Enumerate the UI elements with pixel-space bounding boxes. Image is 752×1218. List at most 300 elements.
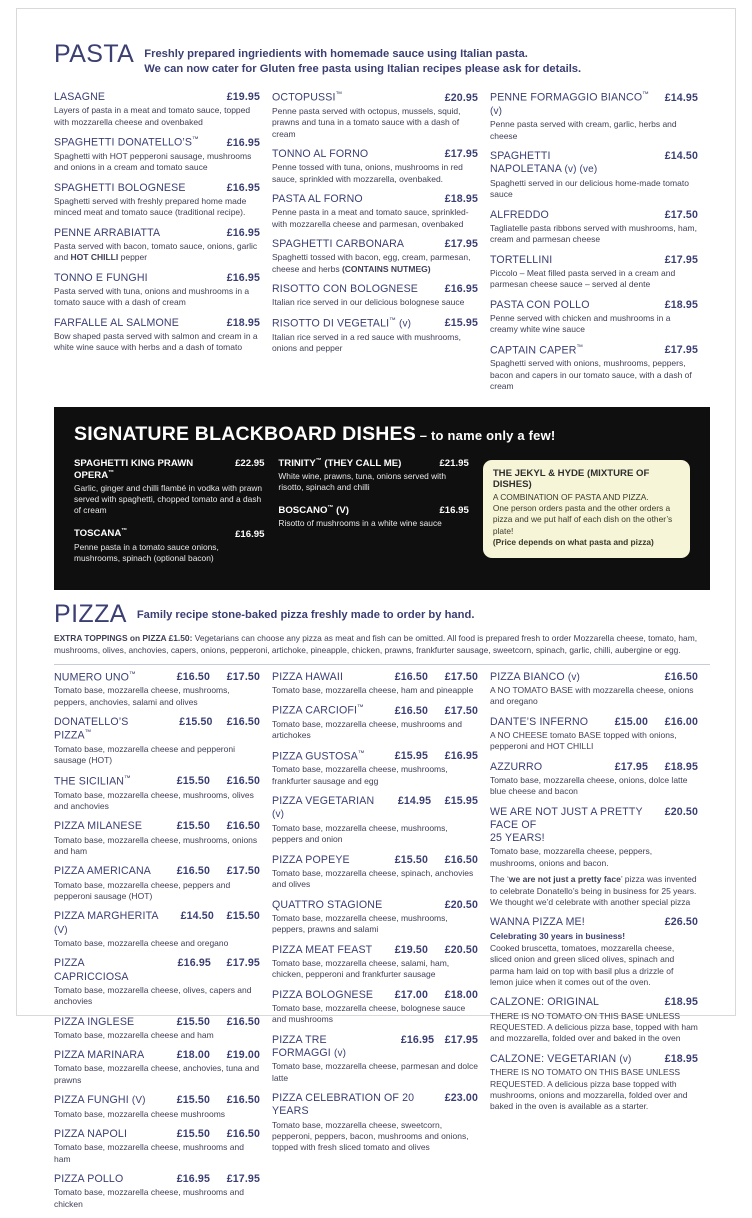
menu-item-head bbox=[490, 716, 698, 729]
menu-item bbox=[490, 209, 698, 246]
menu-item-price-small: £15.50 bbox=[176, 1094, 210, 1107]
menu-item-description: Tomato base, mozzarella cheese, salami, ham, chicken, pepperoni and frankfurter sausage bbox=[272, 957, 450, 980]
menu-item-price-small: £16.50 bbox=[176, 865, 210, 878]
menu-item-description: THERE IS NO TOMATO ON THIS BASE UNLESS REQUESTED. A delicious pizza base, topped with ham and mozzarella, folded over and baked in the oven bbox=[490, 1010, 698, 1044]
menu-item-name: PIZZA BIANCO (v) bbox=[490, 670, 581, 683]
menu-item-head bbox=[490, 671, 698, 685]
blackboard-title-main: SIGNATURE BLACKBOARD DISHES bbox=[74, 422, 416, 445]
menu-item-head bbox=[54, 865, 260, 878]
menu-item-description: Tomato base, mozzarella cheese, olives, capers and anchovies bbox=[54, 984, 252, 1007]
menu-item-price: £17.50 bbox=[664, 208, 698, 221]
menu-item-name: TORTELLINI bbox=[490, 253, 553, 266]
menu-item-price: £17.95 bbox=[664, 344, 698, 357]
menu-item-head bbox=[272, 317, 478, 331]
menu-item-head bbox=[54, 716, 260, 743]
pasta-column-3 bbox=[490, 91, 710, 400]
menu-item-subhead: Celebrating 30 years in business! bbox=[490, 930, 626, 941]
menu-item-description: Tomato base, mozzarella cheese, mushrooms, peppers, anchovies, salami and olives bbox=[54, 685, 230, 707]
menu-item-price-small: £14.95 bbox=[397, 795, 432, 808]
menu-item-price-large: £15.95 bbox=[444, 795, 478, 808]
menu-item bbox=[54, 91, 260, 128]
menu-content bbox=[54, 0, 710, 1218]
menu-item-head bbox=[54, 1016, 260, 1029]
pizza-divider bbox=[54, 664, 710, 665]
menu-item bbox=[54, 716, 260, 767]
menu-item-head bbox=[54, 182, 260, 195]
blackboard-item-description: Penne pasta in a tomato sauce onions, mushrooms, spinach (optional bacon) bbox=[74, 541, 219, 563]
menu-item-price-large: £26.50 bbox=[664, 916, 698, 929]
menu-item-price: £14.50 bbox=[664, 150, 698, 163]
menu-item-description: Piccolo – Meat filled pasta served in a cream and parmesan cheese sauce – served al dente bbox=[490, 267, 676, 290]
menu-item-head bbox=[272, 1092, 478, 1118]
menu-item-description: Pasta served with tuna, onions and mushrooms in a tomato sauce with a dash of cream bbox=[54, 285, 250, 308]
menu-item-price-small: £15.00 bbox=[614, 715, 648, 728]
menu-item-head bbox=[272, 671, 478, 684]
blackboard-item-price: £21.95 bbox=[439, 457, 469, 469]
menu-item-price-large: £16.50 bbox=[226, 1094, 260, 1107]
menu-item bbox=[490, 671, 698, 708]
menu-item-price-large: £23.00 bbox=[444, 1092, 478, 1105]
menu-item-head bbox=[54, 317, 260, 330]
menu-item-head bbox=[490, 916, 698, 929]
menu-item-price-large: £16.50 bbox=[226, 775, 260, 788]
menu-item-name: SPAGHETTI CARBONARA bbox=[272, 238, 405, 251]
menu-item-price-small: £19.50 bbox=[394, 943, 428, 956]
menu-item-price-large: £15.50 bbox=[226, 910, 260, 923]
blackboard-item-price: £22.95 bbox=[235, 457, 265, 469]
menu-item-head bbox=[490, 1053, 698, 1067]
blackboard-item bbox=[74, 458, 264, 517]
menu-item bbox=[54, 227, 260, 264]
menu-item-price-large: £20.50 bbox=[664, 805, 698, 818]
menu-item bbox=[54, 1049, 260, 1086]
menu-item-description: Tomato base, mozzarella cheese, mushrooms and artichokes bbox=[272, 718, 462, 741]
menu-item-name: PIZZA POPEYE bbox=[272, 853, 350, 866]
menu-item-name: PIZZA MARGHERITA (V) bbox=[54, 910, 159, 936]
menu-item-price: £17.95 bbox=[444, 238, 478, 251]
menu-item-price-large: £17.95 bbox=[226, 957, 260, 970]
menu-item-price-large: £18.00 bbox=[444, 988, 478, 1001]
menu-item-description: Bow shaped pasta served with salmon and cream in a white wine sauce with herbs and a dash of tomato bbox=[54, 330, 258, 353]
menu-item-description: Spaghetti served with freshly prepared home made minced meat and tomato sauce (traditional recipe). bbox=[54, 195, 247, 218]
menu-item-head bbox=[272, 795, 478, 822]
menu-item-name: TONNO E FUNGHI bbox=[54, 271, 148, 284]
menu-item-head bbox=[272, 238, 478, 251]
menu-item-name: PIZZA CELEBRATION OF 20 YEARS bbox=[272, 1092, 415, 1118]
pasta-title: PASTA bbox=[54, 40, 135, 68]
menu-item-head bbox=[54, 1173, 260, 1186]
menu-item-price-small: £15.50 bbox=[176, 820, 210, 833]
menu-item-name: NUMERO UNO™ bbox=[54, 670, 136, 684]
menu-item-name: PIZZA AMERICANA bbox=[54, 865, 152, 878]
menu-item-description: Tomato base, mozzarella cheese, ham and pineapple bbox=[272, 684, 474, 695]
menu-item-description: Italian rice served in our delicious bolognese sauce bbox=[272, 297, 465, 308]
menu-item bbox=[54, 1094, 260, 1120]
menu-item-name: FARFALLE AL SALMONE bbox=[54, 316, 179, 329]
menu-item-price-large: £17.95 bbox=[444, 1033, 478, 1046]
menu-item-price-small: £16.50 bbox=[176, 671, 210, 684]
menu-item-head bbox=[272, 1034, 478, 1061]
menu-item-name: PIZZA FUNGHI (V) bbox=[54, 1094, 146, 1107]
menu-item-name: PIZZA TRE FORMAGGI (v) bbox=[272, 1033, 347, 1059]
menu-item-head bbox=[490, 91, 698, 118]
menu-item-head bbox=[490, 299, 698, 312]
menu-item bbox=[490, 761, 698, 798]
menu-item-price-large: £16.50 bbox=[444, 853, 478, 866]
blackboard-columns bbox=[74, 458, 690, 577]
menu-item-head bbox=[272, 750, 478, 764]
blackboard-item-head bbox=[74, 458, 264, 482]
menu-item-name: SPAGHETTI BOLOGNESE bbox=[54, 181, 186, 194]
menu-item-description: Penne tossed with tuna, onions, mushrooms in red sauce, sprinkled with mozzarella, ovenbaked. bbox=[272, 162, 463, 184]
menu-item-price-large: £16.50 bbox=[226, 820, 260, 833]
pasta-column-1 bbox=[54, 91, 272, 400]
menu-item-name: THE SICILIAN™ bbox=[54, 774, 131, 788]
menu-item-description: Spaghetti served with onions, mushrooms, peppers, bacon and capers in our tomato sauce, with a dash of cream bbox=[490, 358, 692, 392]
menu-item-price-small: £16.50 bbox=[394, 670, 428, 683]
menu-item-price: £16.95 bbox=[226, 136, 260, 149]
menu-item-description: Spaghetti with HOT pepperoni sausage, mushrooms and onions in a cream and tomato sauce bbox=[54, 150, 252, 173]
menu-item-price-small: £16.50 bbox=[394, 704, 428, 717]
menu-item-price-large: £20.50 bbox=[444, 943, 478, 956]
menu-item-price-large: £16.95 bbox=[444, 750, 478, 763]
menu-item-description: Penne pasta served with octopus, mussels, squid, prawns and tuna in a tomato sauce with a dash of cream bbox=[272, 105, 461, 139]
menu-item-price-large: £18.95 bbox=[664, 1052, 698, 1065]
menu-item bbox=[490, 716, 698, 753]
menu-item-name: PIZZA HAWAII bbox=[272, 670, 344, 683]
menu-item-name: LASAGNE bbox=[54, 91, 106, 104]
menu-item-name: RISOTTO DI VEGETALI™ (v) bbox=[272, 316, 412, 330]
menu-item-description: Tomato base, mozzarella cheese, mushrooms, peppers, prawns and salami bbox=[272, 912, 448, 935]
menu-item-name: TONNO AL FORNO bbox=[272, 148, 369, 161]
menu-item-name: PASTA AL FORNO bbox=[272, 193, 363, 206]
menu-item-head bbox=[54, 910, 260, 937]
pasta-subtitle-line2: We can now cater for Gluten free pasta using Italian recipes please ask for details. bbox=[144, 63, 582, 76]
pasta-column-2 bbox=[272, 91, 490, 400]
menu-item-name: PIZZA INGLESE bbox=[54, 1015, 135, 1028]
menu-item-description: Italian rice served in a red sauce with mushrooms, onions and pepper bbox=[272, 331, 461, 354]
pasta-columns bbox=[54, 91, 710, 400]
menu-item bbox=[54, 910, 260, 949]
menu-item bbox=[490, 150, 698, 200]
menu-item-price-small: £15.50 bbox=[176, 775, 210, 788]
menu-item-price-large: £18.95 bbox=[664, 996, 698, 1009]
menu-item-price-small: £14.50 bbox=[180, 910, 214, 923]
menu-item bbox=[54, 671, 260, 709]
jekyl-callout-line1: A COMBINATION OF PASTA AND PIZZA. bbox=[492, 491, 649, 502]
blackboard-item-price: £16.95 bbox=[439, 505, 469, 517]
menu-item-price-large: £18.95 bbox=[664, 760, 698, 773]
menu-item-name: PIZZA MARINARA bbox=[54, 1049, 145, 1062]
menu-item-description: Tomato base, mozzarella cheese, peppers and pepperoni sausage (HOT) bbox=[54, 879, 231, 901]
menu-item-name: SPAGHETTI NAPOLETANA (v) (ve) bbox=[490, 150, 598, 176]
menu-item-price-large: £17.50 bbox=[444, 704, 478, 717]
menu-item-price-large: £17.95 bbox=[226, 1173, 260, 1186]
menu-item-price-small: £15.95 bbox=[394, 750, 428, 763]
blackboard-title bbox=[74, 423, 690, 446]
menu-item bbox=[490, 996, 698, 1044]
menu-item-name: DANTE’S INFERNO bbox=[490, 715, 589, 728]
menu-item-price-small: £15.50 bbox=[179, 716, 213, 729]
menu-item-head bbox=[54, 1128, 260, 1141]
menu-item-name: PASTA CON POLLO bbox=[490, 298, 590, 311]
menu-item-description: Penne pasta in a meat and tomato sauce, sprinkled-with mozzarella cheese and parmesan, ovenbaked bbox=[272, 207, 469, 229]
menu-item-name: RISOTTO CON BOLOGNESE bbox=[272, 283, 418, 296]
menu-item-name: CALZONE: VEGETARIAN (v) bbox=[490, 1052, 632, 1065]
menu-item-head bbox=[54, 136, 260, 150]
menu-item bbox=[54, 1128, 260, 1165]
menu-item-head bbox=[54, 775, 260, 789]
menu-item-head bbox=[272, 989, 478, 1002]
menu-item-head bbox=[54, 1049, 260, 1062]
menu-item-description: Layers of pasta in a meat and tomato sauce, topped with mozzarella cheese and ovenbaked bbox=[54, 105, 251, 127]
menu-item-head bbox=[54, 227, 260, 240]
menu-item-head bbox=[54, 1094, 260, 1108]
menu-item-name: OCTOPUSSI™ bbox=[272, 91, 343, 104]
menu-item-head bbox=[490, 806, 698, 846]
menu-item bbox=[272, 238, 478, 275]
blackboard-item-head bbox=[278, 505, 468, 517]
menu-item-name: CAPTAIN CAPER™ bbox=[490, 343, 584, 357]
menu-item-price-small: £16.95 bbox=[177, 957, 211, 970]
jekyl-callout-line3: (Price depends on what pasta and pizza) bbox=[492, 537, 654, 548]
menu-item-head bbox=[54, 91, 260, 104]
menu-item-description: Tomato base, mozzarella cheese mushrooms bbox=[54, 1108, 226, 1119]
pizza-extra-toppings-note bbox=[54, 632, 710, 656]
menu-item-price: £19.95 bbox=[226, 91, 260, 104]
blackboard-column-3 bbox=[483, 458, 690, 577]
menu-item-price: £18.95 bbox=[664, 298, 698, 311]
menu-item-description: Tomato base, mozzarella cheese, anchovies, tuna and prawns bbox=[54, 1063, 260, 1085]
menu-item-description: Tomato base, mozzarella cheese, onions, dolce latte blue cheese and bacon bbox=[490, 774, 688, 797]
menu-item-name: CALZONE: ORIGINAL bbox=[490, 996, 600, 1009]
menu-item bbox=[54, 1173, 260, 1210]
menu-item-description: A NO CHEESE tomato BASE topped with onions, pepperoni and HOT CHILLI bbox=[490, 730, 677, 752]
blackboard-item-name: SPAGHETTI KING PRAWN OPERA™ bbox=[74, 457, 194, 481]
menu-item bbox=[54, 775, 260, 813]
blackboard-item bbox=[74, 528, 264, 564]
menu-item bbox=[272, 1034, 478, 1084]
menu-item-head bbox=[490, 150, 698, 177]
menu-item bbox=[272, 795, 478, 845]
menu-item-head bbox=[272, 944, 478, 957]
menu-item-price-small: £15.50 bbox=[176, 1128, 210, 1141]
blackboard-column-2 bbox=[278, 458, 482, 577]
menu-item-description: A NO TOMATO BASE with mozzarella cheese, onions and oregano bbox=[490, 685, 694, 707]
menu-item-price-small: £16.95 bbox=[176, 1173, 210, 1186]
menu-item bbox=[272, 193, 478, 230]
menu-item bbox=[272, 854, 478, 891]
menu-item-description: Tomato base, mozzarella cheese, mushrooms, onions and ham bbox=[54, 834, 258, 856]
menu-item-head bbox=[54, 820, 260, 833]
menu-item bbox=[272, 148, 478, 185]
menu-item bbox=[490, 1053, 698, 1113]
menu-item-description: Tomato base, mozzarella cheese and oregano bbox=[54, 938, 229, 948]
menu-item-name: PIZZA CAPRICCIOSA bbox=[54, 957, 129, 983]
menu-item-head bbox=[490, 996, 698, 1009]
menu-item bbox=[490, 299, 698, 336]
menu-item-name: QUATTRO STAGIONE bbox=[272, 898, 383, 911]
menu-item-name: WANNA PIZZA ME! bbox=[490, 916, 585, 929]
menu-item bbox=[54, 272, 260, 309]
blackboard-title-suffix: – to name only a few! bbox=[415, 427, 556, 443]
menu-item-price-large: £20.50 bbox=[444, 898, 478, 911]
menu-item-price: £14.95 bbox=[664, 91, 698, 104]
menu-item-price-large: £17.50 bbox=[444, 670, 478, 683]
menu-item-head bbox=[272, 283, 478, 296]
blackboard-item-name: TRINITY™ (THEY CALL ME) bbox=[278, 457, 402, 469]
menu-item-name: PIZZA GUSTOSA™ bbox=[272, 749, 365, 763]
menu-item-head bbox=[490, 761, 698, 774]
menu-item-head bbox=[490, 209, 698, 222]
blackboard-item bbox=[278, 458, 468, 494]
menu-item-name: ALFREDDO bbox=[490, 208, 549, 221]
menu-item-description: THERE IS NO TOMATO ON THIS BASE UNLESS REQUESTED. A delicious pizza base topped with mushrooms, onions and mozzarella, folded over and baked in the oven is available as a starter. bbox=[490, 1067, 688, 1112]
menu-item-price-small: £18.00 bbox=[176, 1049, 210, 1062]
menu-item bbox=[54, 865, 260, 902]
menu-item bbox=[272, 944, 478, 981]
menu-item-description: Tomato base, mozzarella cheese, spinach, anchovies and olives bbox=[272, 867, 474, 890]
pizza-columns bbox=[54, 671, 710, 1218]
blackboard-item-head bbox=[74, 528, 264, 540]
menu-item bbox=[490, 254, 698, 291]
menu-item-description: Tomato base, mozzarella cheese, sweetcorn, pepperoni, peppers, bacon, mushrooms and onions, topped with fresh sliced tomato and olives bbox=[272, 1119, 469, 1153]
blackboard-item-name: BOSCANO™ (V) bbox=[278, 505, 349, 517]
blackboard-column-1 bbox=[74, 458, 278, 577]
menu-item-head bbox=[490, 344, 698, 358]
menu-item-name: PIZZA MEAT FEAST bbox=[272, 943, 373, 956]
menu-item bbox=[272, 704, 478, 742]
toppings-prefix: EXTRA TOPPINGS on PIZZA £1.50: bbox=[54, 633, 193, 644]
pizza-column-2 bbox=[272, 671, 490, 1218]
menu-item-description: Tomato base, mozzarella cheese, mushrooms, peppers and onion bbox=[272, 822, 448, 845]
menu-item bbox=[272, 317, 478, 355]
menu-item-price: £15.95 bbox=[444, 317, 478, 330]
menu-item-price: £20.95 bbox=[444, 91, 478, 104]
menu-item-description: Penne pasta served with cream, garlic, herbs and cheese bbox=[490, 119, 677, 141]
jekyl-callout-line2: One person orders pasta and the other orders a pizza and we put half of each dish on the other’s plate! bbox=[492, 502, 673, 536]
pizza-subtitle: Family recipe stone-baked pizza freshly made to order by hand. bbox=[136, 609, 475, 622]
menu-item bbox=[54, 1016, 260, 1042]
jekyl-and-hyde-callout bbox=[483, 460, 690, 558]
menu-item-price-small: £15.50 bbox=[394, 853, 428, 866]
blackboard-item-name: TOSCANA™ bbox=[74, 528, 128, 540]
menu-item bbox=[272, 671, 478, 697]
menu-item bbox=[272, 989, 478, 1026]
menu-item-price: £18.95 bbox=[444, 193, 478, 206]
menu-item-name: PIZZA BOLOGNESE bbox=[272, 988, 374, 1001]
menu-item-name: PIZZA POLLO bbox=[54, 1173, 124, 1186]
menu-item-price-small: £17.95 bbox=[614, 760, 648, 773]
menu-item bbox=[490, 91, 698, 142]
menu-item-head bbox=[54, 671, 260, 685]
menu-item-name: PIZZA NAPOLI bbox=[54, 1128, 128, 1141]
menu-item-price-large: £16.00 bbox=[664, 715, 698, 728]
menu-item-description: Tomato base, mozzarella cheese and pepperoni sausage (HOT) bbox=[54, 744, 235, 766]
menu-item bbox=[272, 283, 478, 309]
menu-item-description: Tomato base, mozzarella cheese, mushrooms and ham bbox=[54, 1142, 244, 1164]
blackboard-item-description: Risotto of mushrooms in a white wine sauce bbox=[278, 518, 442, 529]
menu-item-name: PIZZA MILANESE bbox=[54, 820, 143, 833]
menu-item bbox=[272, 750, 478, 788]
menu-item bbox=[490, 916, 698, 988]
jekyl-callout-title: THE JEKYL & HYDE (MIXTURE OF DISHES) bbox=[492, 467, 650, 490]
page-border-right bbox=[735, 8, 736, 1016]
menu-item-description: Cooked bruscetta, tomatoes, mozzarella cheese, sliced onion and green sliced olives, spinach and parma ham laid on top with basil plus a drizzle of lemon juice when it comes out of the oven. bbox=[490, 942, 675, 988]
menu-item-price: £16.95 bbox=[226, 181, 260, 194]
menu-item bbox=[272, 899, 478, 936]
menu-item-head bbox=[54, 957, 260, 983]
menu-item-description: Tomato base, mozzarella cheese, peppers, mushrooms, onions and bacon. bbox=[490, 846, 653, 868]
menu-item-name: SPAGHETTI DONATELLO’S™ bbox=[54, 136, 199, 149]
menu-item-price-large: £17.50 bbox=[226, 671, 260, 684]
menu-item-note: The ‘we are not just a pretty face’ pizza was invented to celebrate Donatello’s being in business for 25 years. We thought we’d celebrate with another special pizza bbox=[490, 874, 697, 907]
menu-item-description: Spaghetti tossed with bacon, egg, cream, parmesan, cheese and herbs (CONTAINS NUTMEG) bbox=[272, 252, 471, 274]
menu-item-head bbox=[490, 254, 698, 267]
pizza-column-3 bbox=[490, 671, 710, 1218]
menu-item-price: £17.95 bbox=[664, 253, 698, 266]
menu-item-name: AZZURRO bbox=[490, 760, 543, 773]
menu-item-description: Tomato base, mozzarella cheese, mushrooms, olives and anchovies bbox=[54, 789, 254, 811]
menu-item-description: Tomato base, mozzarella cheese and ham bbox=[54, 1029, 214, 1040]
menu-item-price-large: £16.50 bbox=[226, 1128, 260, 1141]
menu-item-name: DONATELLO’S PIZZA™ bbox=[54, 716, 129, 742]
menu-item-head bbox=[272, 899, 478, 912]
menu-item-description: Tomato base, mozzarella cheese, parmesan and dolce latte bbox=[272, 1061, 479, 1083]
menu-item bbox=[54, 317, 260, 354]
menu-item-price: £16.95 bbox=[226, 271, 260, 284]
menu-item-description: Tomato base, mozzarella cheese, bolognese sauce and mushrooms bbox=[272, 1002, 466, 1025]
menu-item bbox=[490, 344, 698, 393]
menu-item bbox=[54, 820, 260, 857]
menu-item-head bbox=[272, 148, 478, 161]
blackboard-item-description: White wine, prawns, tuna, onions served with risotto, spinach and chilli bbox=[278, 470, 446, 492]
pizza-column-1 bbox=[54, 671, 272, 1218]
page-border-left bbox=[16, 8, 17, 1016]
menu-item-price-small: £17.00 bbox=[394, 988, 428, 1001]
menu-item-description: Tomato base, mozzarella cheese, mushrooms, frankfurter sausage and egg bbox=[272, 764, 448, 786]
blackboard-item bbox=[278, 505, 468, 529]
toppings-rest: Vegetarians can choose any pizza as meat and fish can be omitted. All food is prepared fresh to order Mozzarella cheese, tomato, ham, mushrooms, olives, anchovies, capers, onions, pepperoni, artichoke, pineapple, chicken, prawns, frankfurter sausage, sweetcorn, spinach, garlic, chilli, aubergine or egg. bbox=[54, 633, 698, 656]
menu-item bbox=[272, 1092, 478, 1154]
menu-item-description: Tomato base, mozzarella cheese, mushrooms and chicken bbox=[54, 1187, 244, 1209]
menu-item-price: £16.95 bbox=[444, 283, 478, 296]
menu-item-price-large: £19.00 bbox=[226, 1049, 260, 1062]
menu-item-description: Pasta served with bacon, tomato sauce, onions, garlic and HOT CHILLI pepper bbox=[54, 240, 258, 263]
menu-item-price-small: £15.50 bbox=[176, 1015, 210, 1028]
menu-item-name: PIZZA CARCIOFI™ bbox=[272, 704, 364, 717]
menu-item-price-small: £16.95 bbox=[400, 1033, 435, 1046]
pizza-title: PIZZA bbox=[54, 600, 127, 629]
menu-item-name: PENNE FORMAGGIO BIANCO™ (v) bbox=[490, 91, 649, 117]
menu-item-price: £18.95 bbox=[226, 316, 260, 329]
menu-item-head bbox=[272, 91, 478, 105]
blackboard-item-price: £16.95 bbox=[235, 528, 265, 540]
menu-item-price-large: £16.50 bbox=[226, 716, 260, 729]
menu-item-description: Spaghetti served in our delicious home-made tomato sauce bbox=[490, 177, 689, 200]
menu-item-price-large: £16.50 bbox=[664, 670, 698, 683]
menu-item bbox=[54, 182, 260, 219]
menu-item-price: £17.95 bbox=[444, 148, 478, 161]
pizza-section-header bbox=[54, 602, 710, 627]
blackboard-item-description: Garlic, ginger and chilli flambé in vodka with prawn served with spaghetti, chopped tomato and a dash of cream bbox=[74, 482, 263, 516]
menu-item-head bbox=[54, 272, 260, 285]
menu-item bbox=[272, 91, 478, 140]
pasta-subtitle-line1: Freshly prepared ingriedients with homemade sauce using Italian pasta. bbox=[144, 48, 528, 60]
menu-item-name: PIZZA VEGETARIAN (v) bbox=[272, 795, 375, 821]
pasta-subtitle bbox=[144, 42, 581, 77]
menu-item-price: £16.95 bbox=[226, 226, 260, 239]
